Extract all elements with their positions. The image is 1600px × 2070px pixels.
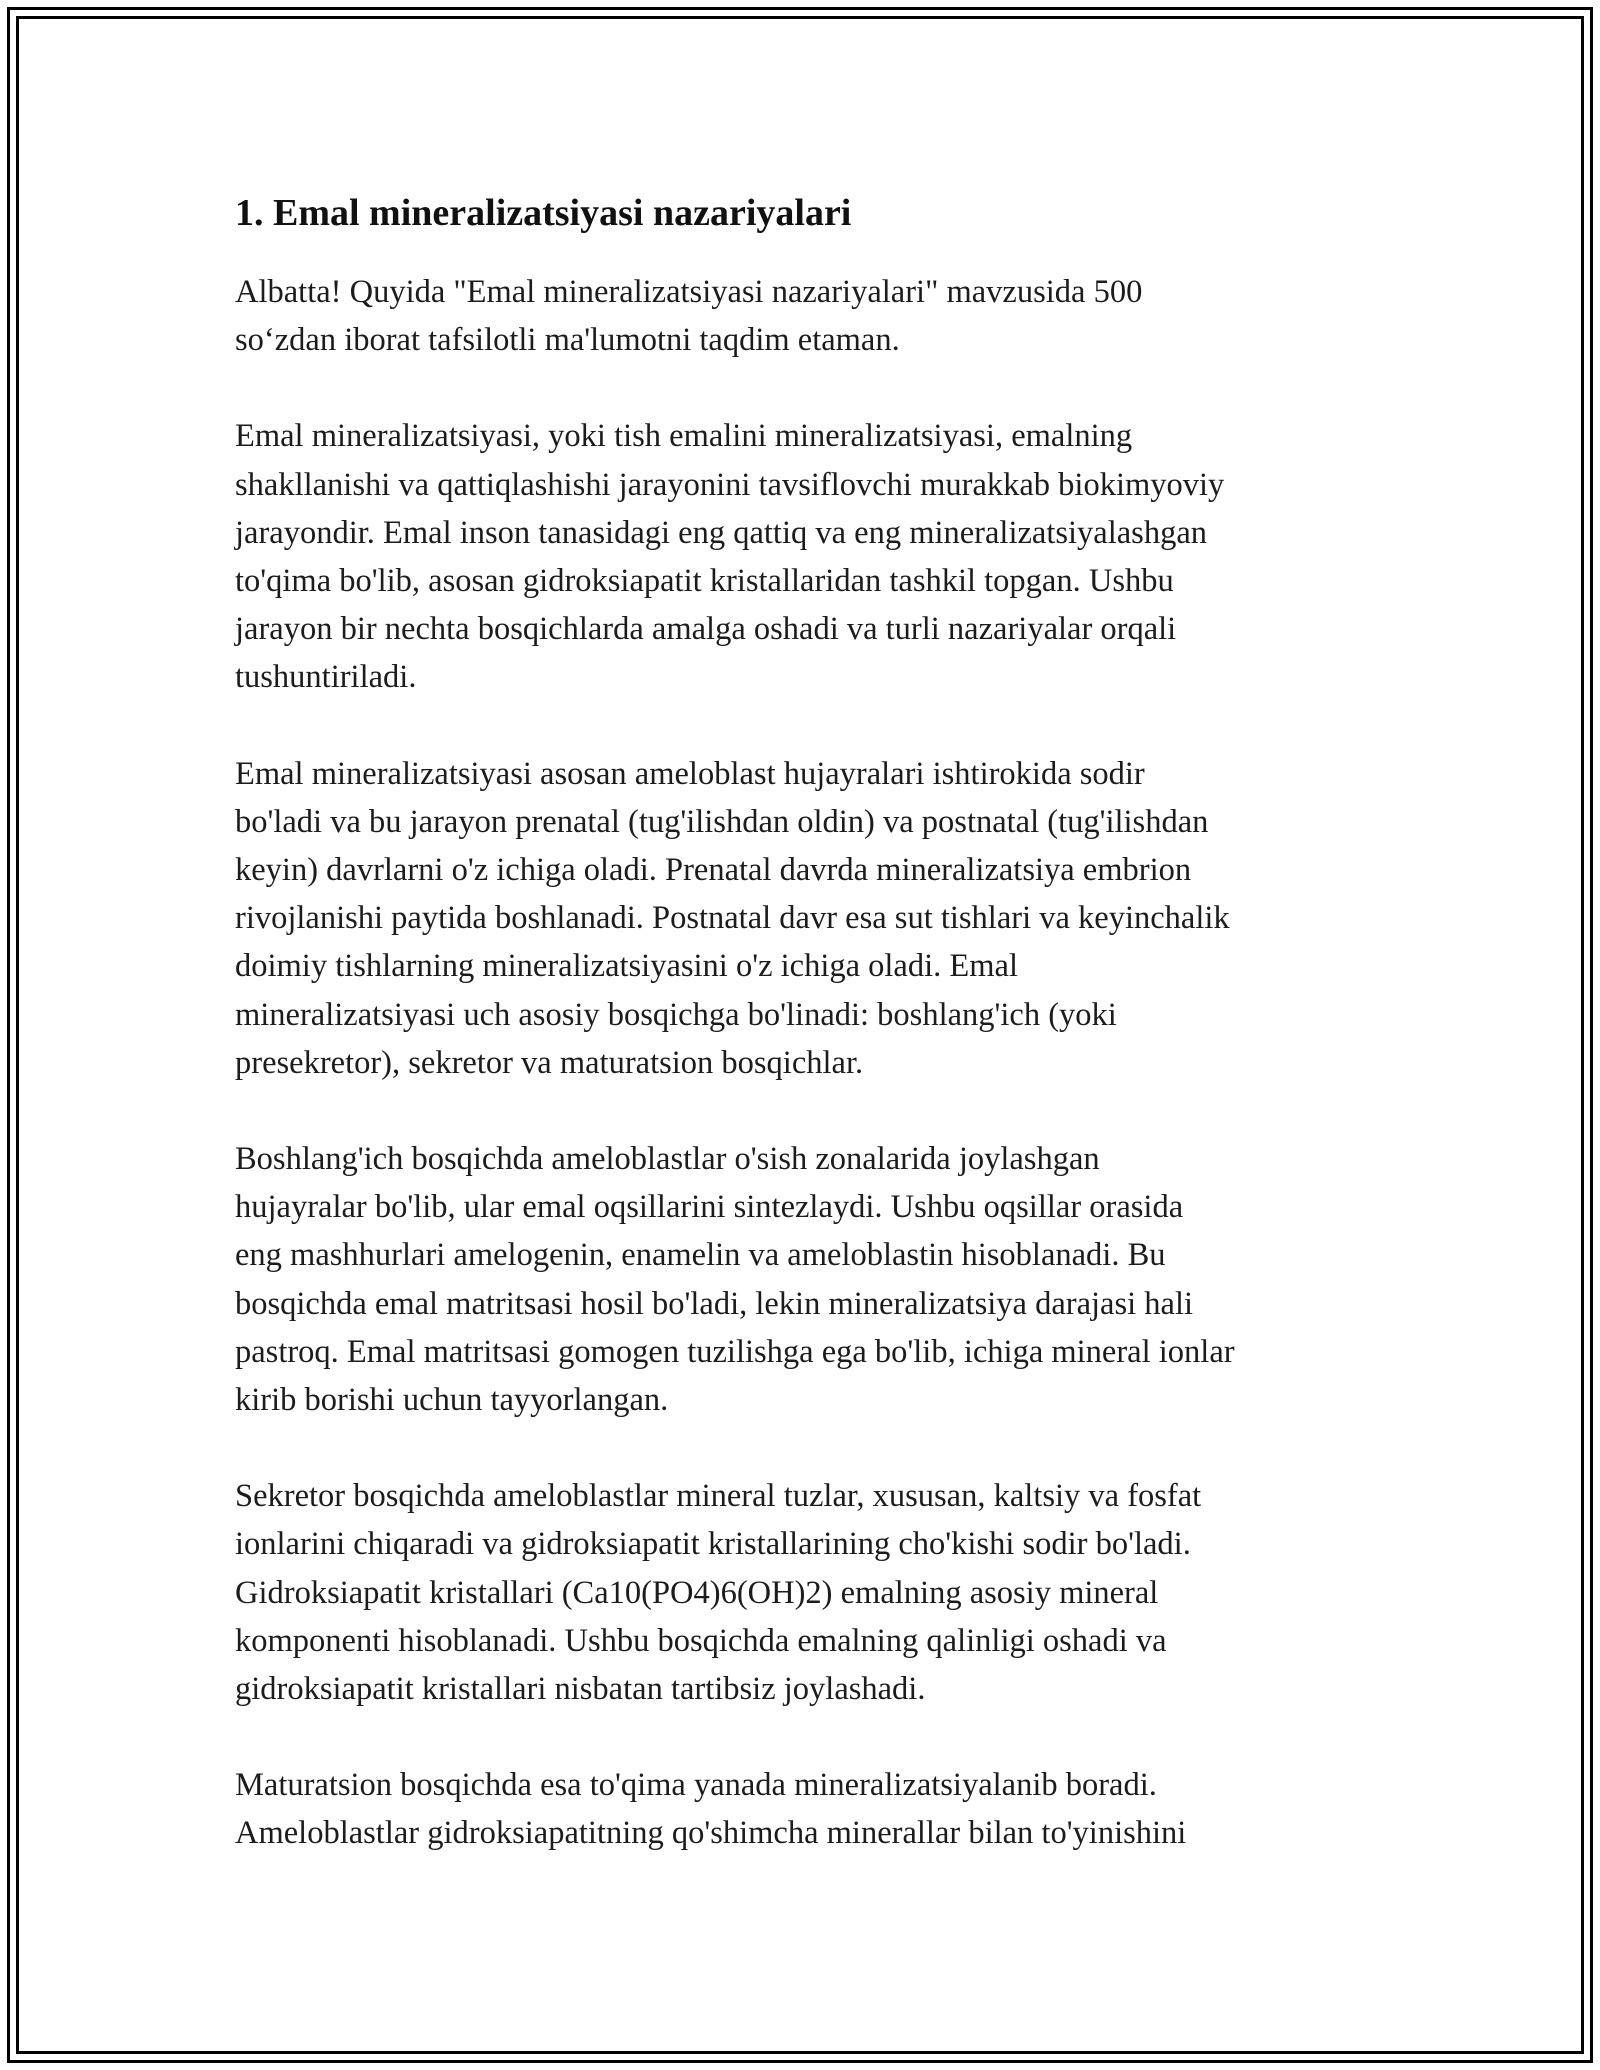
paragraph-line: mineralizatsiyasi uch asosiy bosqichga bo'linadi: boshlang'ich (yoki xyxy=(235,996,1117,1033)
paragraph-line: pastroq. Emal matritsasi gomogen tuzilishga ega bo'lib, ichiga mineral ionlar xyxy=(235,1333,1235,1370)
paragraph-line: komponenti hisoblanadi. Ushbu bosqichda emalning qalinligi oshadi va xyxy=(235,1622,1167,1659)
paragraph-line: Gidroksiapatit kristallari (Ca10(PO4)6(OH)2) emalning asosiy mineral xyxy=(235,1574,1159,1611)
paragraph-line: Maturatsion bosqichda esa to'qima yanada mineralizatsiyalanib boradi. xyxy=(235,1767,1157,1804)
paragraph-line: shakllanishi va qattiqlashishi jarayonini tavsiflovchi murakkab biokimyoviy xyxy=(235,466,1225,503)
paragraph-line: hujayralar bo'lib, ular emal oqsillarini sintezlaydi. Ushbu oqsillar orasida xyxy=(235,1189,1184,1226)
paragraph-line: gidroksiapatit kristallari nisbatan tartibsiz joylashadi. xyxy=(235,1671,926,1708)
paragraph-line: doimiy tishlarning mineralizatsiyasini o'z ichiga oladi. Emal xyxy=(235,948,1018,985)
paragraph-line: jarayondir. Emal inson tanasidagi eng qattiq va eng mineralizatsiyalashgan xyxy=(235,514,1208,551)
paragraph-line: Emal mineralizatsiyasi, yoki tish emalini mineralizatsiyasi, emalning xyxy=(235,418,1133,455)
paragraph-line: ionlarini chiqaradi va gidroksiapatit kristallarining cho'kishi sodir bo'ladi. xyxy=(235,1526,1191,1563)
paragraph-line: Boshlang'ich bosqichda ameloblastlar o'sish zonalarida joylashgan xyxy=(235,1141,1100,1178)
paragraph xyxy=(235,1135,1385,1424)
paragraph xyxy=(235,268,1385,364)
paragraph-line: so‘zdan iborat tafsilotli ma'lumotni taqdim etaman. xyxy=(235,322,900,359)
paragraph-line: Albatta! Quyida "Emal mineralizatsiyasi nazariyalari" mavzusida 500 xyxy=(235,274,1143,310)
paragraph xyxy=(235,412,1385,701)
document-body xyxy=(235,186,1385,1906)
paragraph-line: tushuntiriladi. xyxy=(235,659,417,696)
section-heading: 1. Emal mineralizatsiyasi nazariyalari xyxy=(235,192,852,234)
paragraph-line: Emal mineralizatsiyasi asosan ameloblast hujayralari ishtirokida sodir xyxy=(235,755,1145,792)
paragraph-line: Ameloblastlar gidroksiapatitning qo'shimcha minerallar bilan to'yinishini xyxy=(235,1815,1187,1852)
paragraph-line: to'qima bo'lib, asosan gidroksiapatit kristallaridan tashkil topgan. Ushbu xyxy=(235,563,1174,600)
paragraph xyxy=(235,750,1385,1087)
paragraph-line: rivojlanishi paytida boshlanadi. Postnatal davr esa sut tishlari va keyinchalik xyxy=(235,900,1230,937)
paragraph xyxy=(235,1761,1385,1857)
paragraph-line: Sekretor bosqichda ameloblastlar mineral tuzlar, xususan, kaltsiy va fosfat xyxy=(235,1478,1202,1515)
paragraph-line: jarayon bir nechta bosqichlarda amalga oshadi va turli nazariyalar orqali xyxy=(235,611,1177,648)
paragraph-line: bo'ladi va bu jarayon prenatal (tug'ilishdan oldin) va postnatal (tug'ilishdan xyxy=(235,803,1209,840)
paragraph xyxy=(235,1472,1385,1713)
paragraph-line: presekretor), sekretor va maturatsion bosqichlar. xyxy=(235,1044,864,1081)
paragraph-line: eng mashhurlari amelogenin, enamelin va ameloblastin hisoblanadi. Bu xyxy=(235,1237,1166,1274)
paragraph-line: kirib borishi uchun tayyorlangan. xyxy=(235,1382,669,1419)
paragraph-list xyxy=(235,268,1385,1858)
paragraph-line: bosqichda emal matritsasi hosil bo'ladi, lekin mineralizatsiya darajasi hali xyxy=(235,1285,1194,1322)
paragraph-line: keyin) davrlarni o'z ichiga oladi. Prenatal davrda mineralizatsiya embrion xyxy=(235,852,1192,889)
